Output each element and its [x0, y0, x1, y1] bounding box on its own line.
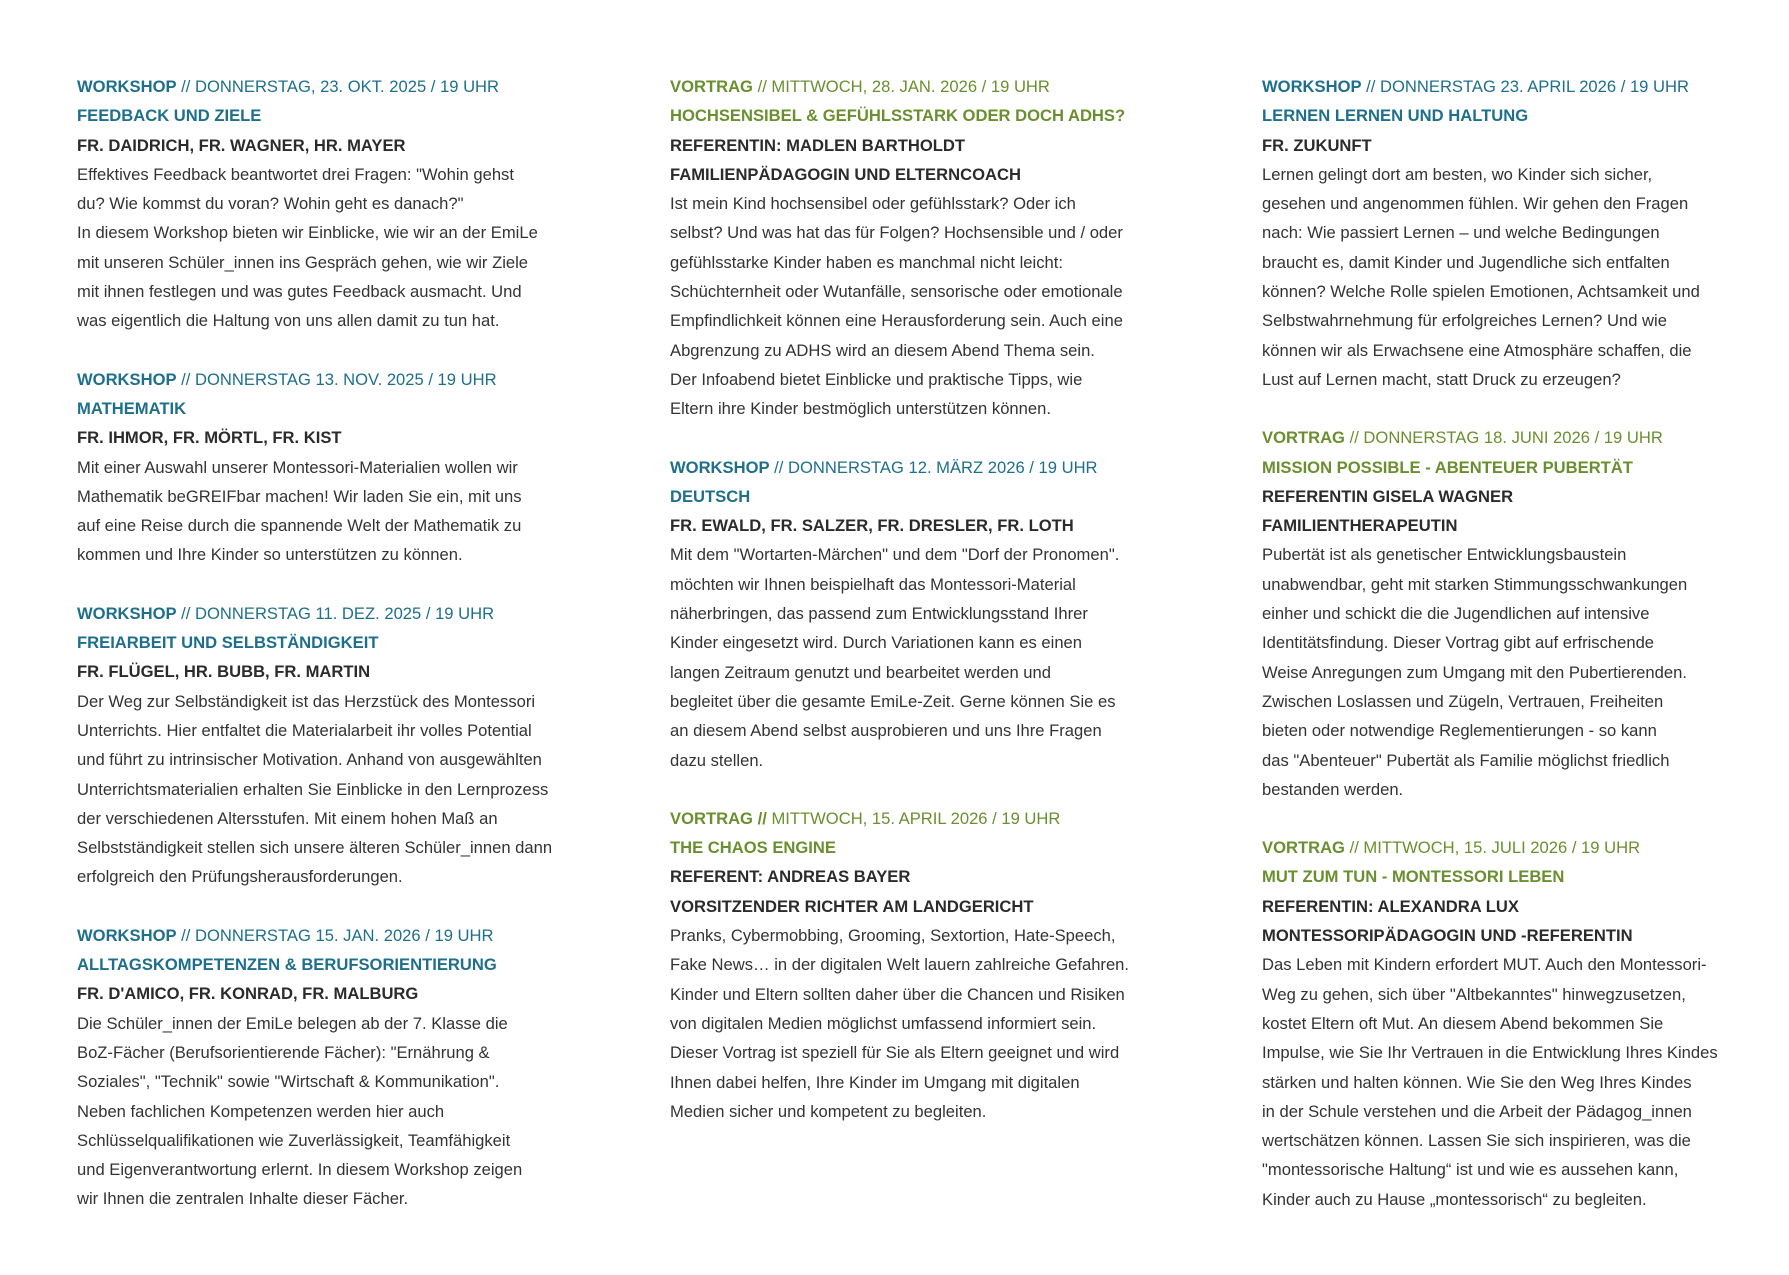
event-speaker: VORSITZENDER RICHTER AM LANDGERICHT	[670, 896, 1034, 916]
event-separator: //	[1361, 77, 1381, 96]
event-description-line: bestanden werden.	[1262, 779, 1404, 799]
event-title: ALLTAGSKOMPETENZEN & BERUFSORIENTIERUNG	[77, 955, 497, 975]
event-speaker: REFERENTIN: MADLEN BARTHOLDT	[670, 135, 965, 155]
event-description-line: bieten oder notwendige Reglementierungen - so kann	[1262, 721, 1657, 741]
event-description-line: Medien sicher und kompetent zu begleiten.	[670, 1101, 987, 1121]
event-description-line: nach: Wie passiert Lernen – und welche Bedingungen	[1262, 223, 1660, 243]
event-description-line: Zwischen Loslassen und Zügeln, Vertrauen, Freiheiten	[1262, 691, 1664, 711]
event-workshop	[77, 921, 607, 1214]
event-description-line: In diesem Workshop bieten wir Einblicke, wie wir an der EmiLe	[77, 223, 538, 243]
event-title: MUT ZUM TUN - MONTESSORI LEBEN	[1262, 867, 1565, 887]
event-speaker: FR. EWALD, FR. SALZER, FR. DRESLER, FR. LOTH	[670, 516, 1074, 536]
event-description-line: Unterrichts. Hier entfaltet die Materialarbeit ihr volles Potential	[77, 720, 532, 740]
event-type-label: WORKSHOP	[77, 369, 177, 389]
event-header	[1262, 423, 1767, 452]
event-date: MITTWOCH, 15. JULI 2026 / 19 UHR	[1363, 838, 1641, 858]
event-description-line: Dieser Vortrag ist speziell für Sie als Eltern geeignet und wird	[670, 1043, 1120, 1063]
event-speaker: REFERENT: ANDREAS BAYER	[670, 867, 911, 887]
event-speaker: FR. IHMOR, FR. MÖRTL, FR. KIST	[77, 428, 342, 448]
column-3	[1262, 72, 1767, 1243]
event-description-line: Der Weg zur Selbständigkeit ist das Herzstück des Montessori	[77, 691, 536, 711]
event-title: MATHEMATIK	[77, 398, 187, 418]
event-description-line: von digitalen Medien möglichst umfassend informiert sein.	[670, 1013, 1097, 1033]
event-speaker: FR. DAIDRICH, FR. WAGNER, HR. MAYER	[77, 135, 406, 155]
event-header	[77, 72, 607, 101]
event-title: MISSION POSSIBLE - ABENTEUER PUBERTÄT	[1262, 457, 1633, 477]
event-description-line: mit ihnen festlegen und was gutes Feedback ausmacht. Und	[77, 282, 522, 302]
event-speaker: FAMILIENTHERAPEUTIN	[1262, 516, 1458, 536]
event-description-line: Die Schüler_innen der EmiLe belegen ab der 7. Klasse die	[77, 1013, 508, 1033]
event-description-line: "montessorische Haltung“ ist und wie es aussehen kann,	[1262, 1160, 1679, 1180]
event-description-line: was eigentlich die Haltung von uns allen damit zu tun hat.	[77, 311, 500, 331]
event-speaker: MONTESSORIPÄDAGOGIN UND -REFERENTIN	[1262, 926, 1633, 946]
event-description-line: können wir als Erwachsene eine Atmosphäre schaffen, die	[1262, 340, 1692, 360]
event-description-line: kostet Eltern oft Mut. An diesem Abend bekommen Sie	[1262, 1013, 1664, 1033]
event-description-line: Selbstständigkeit stellen sich unsere älteren Schüler_innen dann	[77, 838, 553, 858]
event-header	[1262, 72, 1767, 101]
event-description-line: langen Zeitraum genutzt und bearbeitet werden und	[670, 662, 1051, 682]
event-description-line: Kinder auch zu Hause „montessorisch“ zu begleiten.	[1262, 1189, 1647, 1209]
event-description-line: an diesem Abend selbst ausprobieren und uns Ihre Fragen	[670, 721, 1102, 741]
event-description-line: Pranks, Cybermobbing, Grooming, Sextortion, Hate-Speech,	[670, 926, 1116, 946]
event-separator: //	[1344, 838, 1364, 858]
event-description-line: Neben fachlichen Kompetenzen werden hier auch	[77, 1101, 445, 1121]
event-date: DONNERSTAG, 23. OKT. 2025 / 19 UHR	[195, 77, 500, 96]
event-type-label: VORTRAG	[1262, 428, 1345, 448]
event-description-line: Lust auf Lernen macht, statt Druck zu erzeugen?	[1262, 369, 1621, 389]
event-description-line: wertschätzen können. Lassen Sie sich inspirieren, was die	[1262, 1131, 1691, 1151]
event-date: DONNERSTAG 15. JAN. 2026 / 19 UHR	[195, 925, 494, 945]
event-description-line: Schlüsselqualifikationen wie Zuverlässigkeit, Teamfähigkeit	[77, 1130, 511, 1150]
event-separator: //	[769, 457, 789, 477]
event-description-line: Empfindlichkeit können eine Herausforderung sein. Auch eine	[670, 311, 1123, 331]
event-description-line: Weg zu gehen, sich über "Altbekanntes" hinwegzusetzen,	[1262, 984, 1686, 1004]
event-header	[77, 365, 607, 394]
event-description-line: Weise Anregungen zum Umgang mit den Pubertierenden.	[1262, 662, 1687, 682]
event-description-line: und führt zu intrinsischer Motivation. Anhand von ausgewählten	[77, 750, 542, 770]
event-separator: //	[176, 77, 196, 96]
event-description-line: das "Abenteuer" Pubertät als Familie möglichst friedlich	[1262, 750, 1670, 770]
event-date: MITTWOCH, 15. APRIL 2026 / 19 UHR	[771, 808, 1061, 828]
event-description-line: Unterrichtsmaterialien erhalten Sie Einblicke in den Lernprozess	[77, 779, 549, 799]
event-vortrag	[1262, 833, 1767, 1214]
event-description-line: Kinder und Eltern sollten daher über die Chancen und Risiken	[670, 984, 1125, 1004]
event-description-line: gesehen und angenommen fühlen. Wir gehen den Fragen	[1262, 194, 1689, 214]
event-type-label: WORKSHOP	[670, 457, 770, 477]
event-title: LERNEN LERNEN UND HALTUNG	[1262, 106, 1529, 126]
event-separator: //	[1344, 428, 1364, 448]
event-type-label: VORTRAG	[670, 77, 753, 96]
event-speaker: FR. ZUKUNFT	[1262, 135, 1372, 155]
event-description-line: Ist mein Kind hochsensibel oder gefühlsstark? Oder ich	[670, 194, 1076, 214]
event-title: FEEDBACK UND ZIELE	[77, 106, 262, 126]
event-separator: //	[176, 925, 196, 945]
event-description-line: Das Leben mit Kindern erfordert MUT. Auch den Montessori-	[1262, 955, 1707, 975]
column-1	[77, 72, 607, 1243]
event-description-line: einher und schickt die die Jugendlichen auf intensive	[1262, 604, 1650, 624]
event-description-line: Ihnen dabei helfen, Ihre Kinder im Umgang mit digitalen	[670, 1072, 1080, 1092]
event-speaker: FAMILIENPÄDAGOGIN UND ELTERNCOACH	[670, 164, 1021, 184]
event-separator: //	[176, 369, 196, 389]
event-description-line: wir Ihnen die zentralen Inhalte dieser Fächer.	[77, 1189, 409, 1209]
event-description-line: Effektives Feedback beantwortet drei Fragen: "Wohin gehst	[77, 164, 514, 184]
event-separator: //	[752, 77, 772, 96]
event-workshop	[77, 365, 607, 570]
event-type-label: VORTRAG //	[670, 808, 767, 828]
event-type-label: WORKSHOP	[77, 77, 177, 96]
event-title: THE CHAOS ENGINE	[670, 838, 836, 858]
event-type-label: WORKSHOP	[1262, 77, 1362, 96]
event-header	[670, 804, 1190, 833]
event-speaker: FR. FLÜGEL, HR. BUBB, FR. MARTIN	[77, 662, 371, 682]
event-description-line: gefühlsstarke Kinder haben es manchmal nicht leicht:	[670, 252, 1063, 272]
event-description-line: näherbringen, das passend zum Entwicklungsstand Ihrer	[670, 604, 1088, 624]
event-description-line: der verschiedenen Altersstufen. Mit einem hohen Maß an	[77, 808, 498, 828]
event-description-line: Selbstwahrnehmung für erfolgreiches Lernen? Und wie	[1262, 311, 1667, 331]
event-description-line: dazu stellen.	[670, 750, 764, 770]
event-description-line: Fake News… in der digitalen Welt lauern zahlreiche Gefahren.	[670, 955, 1130, 975]
event-description-line: stärken und halten können. Wie Sie den Weg Ihres Kindes	[1262, 1072, 1692, 1092]
event-type-label: WORKSHOP	[77, 925, 177, 945]
event-workshop	[1262, 72, 1767, 394]
event-separator: //	[176, 603, 196, 623]
event-date: DONNERSTAG 18. JUNI 2026 / 19 UHR	[1363, 428, 1663, 448]
event-description-line: Mit dem "Wortarten-Märchen" und dem "Dorf der Pronomen".	[670, 545, 1120, 565]
event-description-line: selbst? Und was hat das für Folgen? Hochsensible und / oder	[670, 223, 1123, 243]
event-description-line: Soziales", "Technik" sowie "Wirtschaft & Kommunikation".	[77, 1072, 500, 1092]
event-description-line: kommen und Ihre Kinder so unterstützen zu können.	[77, 545, 463, 565]
event-description-line: braucht es, damit Kinder und Jugendliche sich entfalten	[1262, 252, 1670, 272]
event-description-line: Impulse, wie Sie Ihr Vertrauen in die Entwicklung Ihres Kindes	[1262, 1043, 1718, 1063]
event-date: DONNERSTAG 11. DEZ. 2025 / 19 UHR	[195, 603, 495, 623]
column-2	[670, 72, 1190, 1155]
event-date: DONNERSTAG 12. MÄRZ 2026 / 19 UHR	[788, 457, 1098, 477]
event-description-line: und Eigenverantwortung erlernt. In diesem Workshop zeigen	[77, 1160, 523, 1180]
event-title: HOCHSENSIBEL & GEFÜHLSSTARK ODER DOCH ADHS?	[670, 106, 1126, 126]
event-date: DONNERSTAG 23. APRIL 2026 / 19 UHR	[1380, 77, 1689, 96]
event-description-line: Der Infoabend bietet Einblicke und praktische Tipps, wie	[670, 369, 1083, 389]
event-description-line: unabwendbar, geht mit starken Stimmungsschwankungen	[1262, 574, 1688, 594]
event-title: DEUTSCH	[670, 486, 751, 506]
event-description-line: Kinder eingesetzt wird. Durch Variationen kann es einen	[670, 633, 1083, 653]
event-speaker: REFERENTIN: ALEXANDRA LUX	[1262, 896, 1519, 916]
event-workshop	[77, 72, 607, 336]
event-description-line: Eltern ihre Kinder bestmöglich unterstützen können.	[670, 399, 1051, 419]
event-type-label: VORTRAG	[1262, 838, 1345, 858]
event-description-line: Schüchternheit oder Wutanfälle, sensorische oder emotionale	[670, 282, 1123, 302]
event-vortrag	[1262, 423, 1767, 804]
event-workshop	[77, 599, 607, 892]
event-description-line: erfolgreich den Prüfungsherausforderungen.	[77, 867, 403, 887]
event-speaker: FR. D'AMICO, FR. KONRAD, FR. MALBURG	[77, 984, 419, 1004]
event-date: MITTWOCH, 28. JAN. 2026 / 19 UHR	[771, 77, 1050, 96]
event-description-line: Mathematik beGREIFbar machen! Wir laden Sie ein, mit uns	[77, 486, 522, 506]
event-header	[670, 72, 1190, 101]
event-description-line: können? Welche Rolle spielen Emotionen, Achtsamkeit und	[1262, 282, 1700, 302]
event-description-line: Mit einer Auswahl unserer Montessori-Materialien wollen wir	[77, 457, 518, 477]
event-description-line: begleitet über die gesamte EmiLe-Zeit. Gerne können Sie es	[670, 691, 1116, 711]
event-header	[77, 921, 607, 950]
event-header	[670, 453, 1190, 482]
event-date: DONNERSTAG 13. NOV. 2025 / 19 UHR	[195, 369, 497, 389]
event-vortrag	[670, 72, 1190, 424]
event-title: FREIARBEIT UND SELBSTÄNDIGKEIT	[77, 633, 379, 653]
event-description-line: möchten wir Ihnen beispielhaft das Montessori-Material	[670, 574, 1076, 594]
event-description-line: in der Schule verstehen und die Arbeit der Pädagog_innen	[1262, 1101, 1692, 1121]
event-description-line: Abgrenzung zu ADHS wird an diesem Abend Thema sein.	[670, 340, 1095, 360]
event-description-line: Identitätsfindung. Dieser Vortrag gibt auf erfrischende	[1262, 633, 1655, 653]
event-workshop	[670, 453, 1190, 775]
event-type-label: WORKSHOP	[77, 603, 177, 623]
event-description-line: du? Wie kommst du voran? Wohin geht es danach?"	[77, 194, 464, 214]
event-header	[1262, 833, 1767, 862]
event-header	[77, 599, 607, 628]
event-description-line: Pubertät ist als genetischer Entwicklungsbaustein	[1262, 545, 1627, 565]
event-description-line: Lernen gelingt dort am besten, wo Kinder sich sicher,	[1262, 164, 1653, 184]
event-description-line: mit unseren Schüler_innen ins Gespräch gehen, wie wir Ziele	[77, 252, 529, 272]
event-vortrag	[670, 804, 1190, 1126]
event-speaker: REFERENTIN GISELA WAGNER	[1262, 486, 1514, 506]
event-description-line: BoZ-Fächer (Berufsorientierende Fächer): "Ernährung &	[77, 1042, 490, 1062]
event-description-line: auf eine Reise durch die spannende Welt der Mathematik zu	[77, 516, 522, 536]
